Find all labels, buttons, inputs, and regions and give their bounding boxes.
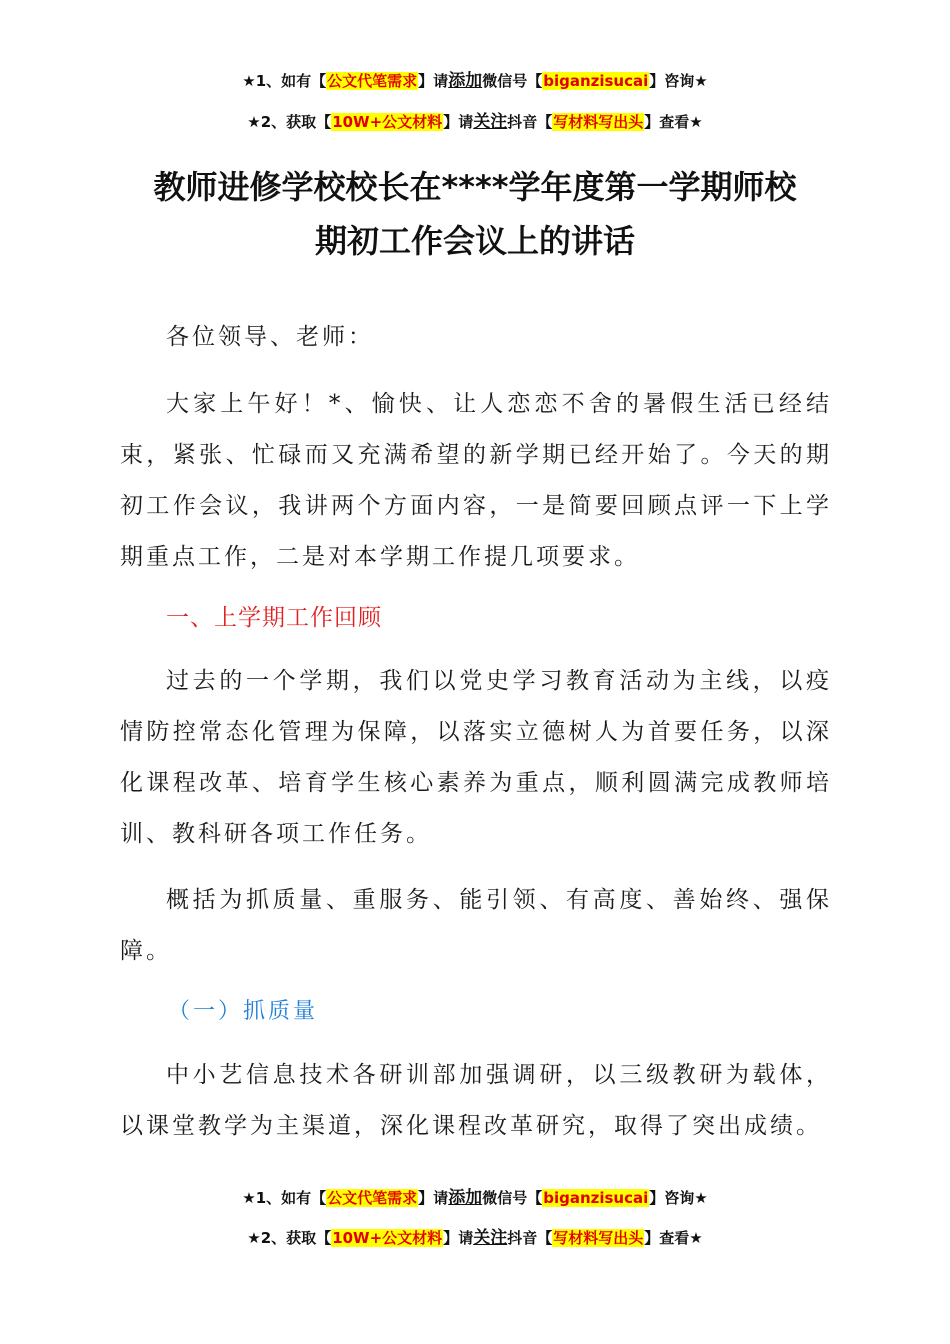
promo-text: 微信号【 — [482, 72, 543, 90]
promo-highlight-tag: 10W+公文材料 — [332, 113, 443, 131]
promo-emphasis: 关注 — [473, 112, 508, 132]
promo-text: 】请 — [418, 1189, 449, 1207]
title-line-1: 教师进修学校校长在****学年度第一学期师校 — [153, 168, 797, 206]
promo-line-1-bottom — [0, 1187, 950, 1209]
promo-prefix: ★1、如有【 — [242, 1189, 327, 1207]
promo-wechat-id: biganzisucai — [543, 72, 649, 90]
promo-douyin-id: 写材料写出头 — [553, 113, 644, 131]
promo-line-2-bottom — [0, 1227, 950, 1249]
promo-emphasis: 添加 — [448, 1188, 483, 1208]
promo-emphasis: 添加 — [448, 71, 483, 91]
document-title — [100, 160, 850, 268]
promo-douyin-id: 写材料写出头 — [553, 1229, 644, 1247]
promo-line-1-top — [0, 70, 950, 92]
promo-emphasis: 关注 — [473, 1228, 508, 1248]
promo-highlight-tag: 公文代笔需求 — [327, 1189, 418, 1207]
promo-prefix: ★2、获取【 — [247, 1229, 332, 1247]
paragraph-quality: 中小艺信息技术各研训部加强调研，以三级教研为载体，以课堂教学为主渠道，深化课程改革研究，取得了突出成绩。 — [120, 1062, 832, 1139]
promo-prefix: ★2、获取【 — [247, 113, 332, 131]
promo-prefix: ★1、如有【 — [242, 72, 327, 90]
paragraph-summary: 概括为抓质量、重服务、能引领、有高度、善始终、强保障。 — [120, 887, 832, 964]
promo-line-2-top — [0, 111, 950, 133]
subsection-heading-1: （一）抓质量 — [168, 999, 319, 1024]
promo-highlight-tag: 10W+公文材料 — [332, 1229, 443, 1247]
document-body — [120, 312, 832, 1152]
paragraph-review: 过去的一个学期，我们以党史学习教育活动为主线，以疫情防控常态化管理为保障，以落实立德树人为首要任务，以深化课程改革、培育学生核心素养为重点，顺利圆满完成教师培训、教科研各项工作任务。 — [120, 668, 832, 847]
promo-text: 抖音【 — [507, 113, 553, 131]
promo-suffix: 】咨询★ — [649, 1189, 708, 1207]
promo-text: 微信号【 — [482, 1189, 543, 1207]
promo-text: 】请 — [443, 113, 474, 131]
promo-text: 】请 — [443, 1229, 474, 1247]
promo-suffix: 】查看★ — [644, 1229, 703, 1247]
salutation: 各位领导、老师： — [166, 324, 374, 350]
paragraph-opening: 大家上午好！*、愉快、让人恋恋不舍的暑假生活已经结束，紧张、忙碌而又充满希望的新学期已经开始了。今天的期初工作会议，我讲两个方面内容，一是简要回顾点评一下上学期重点工作，二是对本学期工作提几项要求。 — [120, 391, 832, 570]
promo-wechat-id: biganzisucai — [543, 1189, 649, 1207]
section-heading-1: 一、上学期工作回顾 — [166, 605, 382, 631]
promo-text: 抖音【 — [507, 1229, 553, 1247]
promo-suffix: 】查看★ — [644, 113, 703, 131]
title-line-2: 期初工作会议上的讲话 — [314, 222, 635, 260]
promo-suffix: 】咨询★ — [649, 72, 708, 90]
promo-highlight-tag: 公文代笔需求 — [327, 72, 418, 90]
promo-text: 】请 — [418, 72, 449, 90]
